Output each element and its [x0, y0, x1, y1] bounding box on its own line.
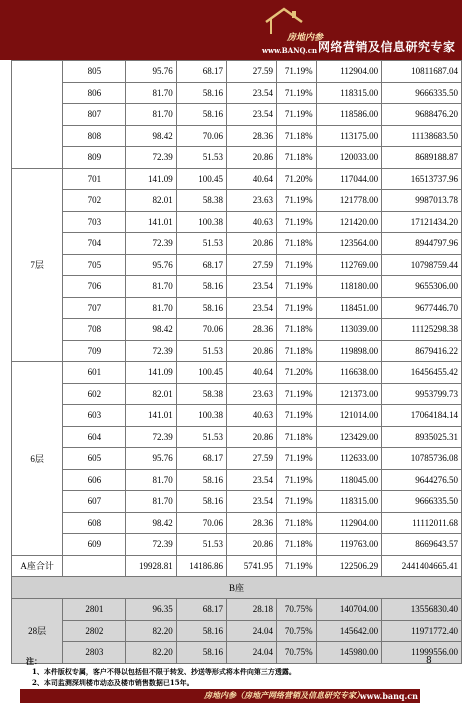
value-cell: 58.38: [176, 190, 226, 212]
value-cell: 121373.00: [316, 383, 382, 405]
value-cell: 10811687.04: [382, 61, 462, 83]
table-row: [12, 362, 462, 384]
value-cell: 100.45: [176, 168, 226, 190]
value-cell: 71.19%: [277, 254, 317, 276]
value-cell: 71.19%: [277, 82, 317, 104]
sales-table: [11, 60, 462, 664]
value-cell: 95.76: [126, 61, 176, 83]
value-cell: 71.18%: [277, 512, 317, 534]
value-cell: 9644276.50: [382, 469, 462, 491]
table-row: [12, 254, 462, 276]
value-cell: 145980.00: [316, 642, 382, 664]
value-cell: 145642.00: [316, 620, 382, 642]
value-cell: 95.76: [126, 448, 176, 470]
value-cell: 10785736.08: [382, 448, 462, 470]
value-cell: 119763.00: [316, 534, 382, 556]
value-cell: 27.59: [227, 254, 277, 276]
floor-cell: 28层: [12, 599, 63, 664]
value-cell: 24.04: [227, 620, 277, 642]
value-cell: 72.39: [126, 534, 176, 556]
unit-cell: 608: [63, 512, 126, 534]
value-cell: 116638.00: [316, 362, 382, 384]
value-cell: 140704.00: [316, 599, 382, 621]
value-cell: 98.42: [126, 512, 176, 534]
value-cell: 71.18%: [277, 147, 317, 169]
value-cell: 71.19%: [277, 104, 317, 126]
value-cell: 121014.00: [316, 405, 382, 427]
value-cell: 123564.00: [316, 233, 382, 255]
value-cell: 71.19%: [277, 491, 317, 513]
value-cell: 72.39: [126, 426, 176, 448]
table-row: [12, 340, 462, 362]
unit-cell: 703: [63, 211, 126, 233]
unit-cell: 2802: [63, 620, 126, 642]
value-cell: 81.70: [126, 276, 176, 298]
unit-cell: 607: [63, 491, 126, 513]
value-cell: 68.17: [176, 254, 226, 276]
value-cell: 71.18%: [277, 534, 317, 556]
floor-cell: [12, 61, 63, 169]
value-cell: 17121434.20: [382, 211, 462, 233]
value-cell: 27.59: [227, 448, 277, 470]
unit-cell: 807: [63, 104, 126, 126]
value-cell: 113039.00: [316, 319, 382, 341]
value-cell: 72.39: [126, 147, 176, 169]
table-row: [12, 82, 462, 104]
value-cell: 23.54: [227, 469, 277, 491]
value-cell: 17064184.14: [382, 405, 462, 427]
value-cell: 51.53: [176, 426, 226, 448]
value-cell: 141.09: [126, 362, 176, 384]
value-cell: 71.19%: [277, 190, 317, 212]
value-cell: 112904.00: [316, 512, 382, 534]
unit-cell: 808: [63, 125, 126, 147]
value-cell: 11112011.68: [382, 512, 462, 534]
total-spacer: [63, 555, 126, 577]
value-cell: 58.16: [176, 82, 226, 104]
value-cell: 81.70: [126, 469, 176, 491]
value-cell: 40.63: [227, 405, 277, 427]
value-cell: 72.39: [126, 340, 176, 362]
value-cell: 141.01: [126, 405, 176, 427]
table-row: [12, 383, 462, 405]
value-cell: 71.18%: [277, 319, 317, 341]
total-value: 122506.29: [316, 555, 382, 577]
value-cell: 71.19%: [277, 405, 317, 427]
table-row: [12, 599, 462, 621]
total-label: A座合计: [12, 555, 63, 577]
value-cell: 71.19%: [277, 211, 317, 233]
value-cell: 8669643.57: [382, 534, 462, 556]
value-cell: 117044.00: [316, 168, 382, 190]
value-cell: 8935025.31: [382, 426, 462, 448]
value-cell: 24.04: [227, 642, 277, 664]
value-cell: 71.18%: [277, 125, 317, 147]
header-title: 网络营销及信息研究专家: [318, 40, 456, 54]
unit-cell: 709: [63, 340, 126, 362]
value-cell: 82.01: [126, 190, 176, 212]
value-cell: 100.38: [176, 211, 226, 233]
value-cell: 9677446.70: [382, 297, 462, 319]
value-cell: 11999556.00: [382, 642, 462, 664]
value-cell: 70.75%: [277, 599, 317, 621]
table-row: [12, 426, 462, 448]
total-value: 71.19%: [277, 555, 317, 577]
value-cell: 112769.00: [316, 254, 382, 276]
value-cell: 23.54: [227, 104, 277, 126]
value-cell: 40.64: [227, 362, 277, 384]
value-cell: 82.01: [126, 383, 176, 405]
table-row: [12, 61, 462, 83]
table-row: [12, 125, 462, 147]
value-cell: 71.19%: [277, 448, 317, 470]
unit-cell: 705: [63, 254, 126, 276]
value-cell: 40.64: [227, 168, 277, 190]
value-cell: 68.17: [176, 448, 226, 470]
value-cell: 82.20: [126, 620, 176, 642]
section-row: [12, 577, 462, 599]
value-cell: 70.06: [176, 125, 226, 147]
value-cell: 141.01: [126, 211, 176, 233]
table-row: [12, 211, 462, 233]
unit-cell: 701: [63, 168, 126, 190]
value-cell: 16456455.42: [382, 362, 462, 384]
unit-cell: 706: [63, 276, 126, 298]
note-line-2: 2、本司监测深圳楼市动态及楼市销售数据已15年。: [32, 678, 194, 687]
table-row: [12, 276, 462, 298]
unit-cell: 704: [63, 233, 126, 255]
value-cell: 58.16: [176, 469, 226, 491]
value-cell: 20.86: [227, 426, 277, 448]
table-row: [12, 319, 462, 341]
value-cell: 118586.00: [316, 104, 382, 126]
value-cell: 71.18%: [277, 233, 317, 255]
value-cell: 23.54: [227, 82, 277, 104]
section-label: B座: [12, 577, 462, 599]
table-row: [12, 297, 462, 319]
table-row: [12, 642, 462, 664]
value-cell: 58.16: [176, 104, 226, 126]
value-cell: 70.06: [176, 512, 226, 534]
value-cell: 82.20: [126, 642, 176, 664]
value-cell: 9666335.50: [382, 491, 462, 513]
value-cell: 11138683.50: [382, 125, 462, 147]
value-cell: 96.35: [126, 599, 176, 621]
value-cell: 40.63: [227, 211, 277, 233]
unit-cell: 603: [63, 405, 126, 427]
value-cell: 51.53: [176, 534, 226, 556]
value-cell: 100.45: [176, 362, 226, 384]
header-banner: [0, 0, 462, 60]
floor-cell: 7层: [12, 168, 63, 362]
value-cell: 98.42: [126, 319, 176, 341]
unit-cell: 806: [63, 82, 126, 104]
value-cell: 119898.00: [316, 340, 382, 362]
value-cell: 113175.00: [316, 125, 382, 147]
value-cell: 120033.00: [316, 147, 382, 169]
value-cell: 8679416.22: [382, 340, 462, 362]
site-url: www.BANQ.cn: [262, 46, 318, 55]
value-cell: 68.17: [176, 61, 226, 83]
value-cell: 121778.00: [316, 190, 382, 212]
value-cell: 118180.00: [316, 276, 382, 298]
value-cell: 71.19%: [277, 469, 317, 491]
value-cell: 23.54: [227, 276, 277, 298]
value-cell: 70.75%: [277, 620, 317, 642]
value-cell: 81.70: [126, 82, 176, 104]
value-cell: 98.42: [126, 125, 176, 147]
value-cell: 141.09: [126, 168, 176, 190]
value-cell: 112904.00: [316, 61, 382, 83]
brand-name: 房地内参: [287, 33, 324, 43]
notes-label: 注：: [26, 656, 42, 666]
value-cell: 71.18%: [277, 340, 317, 362]
value-cell: 20.86: [227, 534, 277, 556]
total-value: 5741.95: [227, 555, 277, 577]
value-cell: 118315.00: [316, 491, 382, 513]
value-cell: 28.36: [227, 512, 277, 534]
value-cell: 71.19%: [277, 61, 317, 83]
total-value: 14186.86: [176, 555, 226, 577]
value-cell: 28.36: [227, 125, 277, 147]
value-cell: 10798759.44: [382, 254, 462, 276]
value-cell: 51.53: [176, 233, 226, 255]
value-cell: 71.18%: [277, 426, 317, 448]
table-row: [12, 104, 462, 126]
value-cell: 95.76: [126, 254, 176, 276]
value-cell: 72.39: [126, 233, 176, 255]
value-cell: 70.06: [176, 319, 226, 341]
value-cell: 118451.00: [316, 297, 382, 319]
value-cell: 58.16: [176, 276, 226, 298]
unit-cell: 604: [63, 426, 126, 448]
value-cell: 8689188.87: [382, 147, 462, 169]
value-cell: 71.19%: [277, 276, 317, 298]
table-row: [12, 147, 462, 169]
value-cell: 27.59: [227, 61, 277, 83]
value-cell: 81.70: [126, 297, 176, 319]
value-cell: 118315.00: [316, 82, 382, 104]
value-cell: 23.54: [227, 491, 277, 513]
value-cell: 123429.00: [316, 426, 382, 448]
floor-cell: 6层: [12, 362, 63, 556]
value-cell: 8944797.96: [382, 233, 462, 255]
unit-cell: 708: [63, 319, 126, 341]
value-cell: 58.16: [176, 491, 226, 513]
value-cell: 9666335.50: [382, 82, 462, 104]
value-cell: 81.70: [126, 104, 176, 126]
value-cell: 9953799.73: [382, 383, 462, 405]
footer-url: www.banq.cn: [359, 691, 418, 701]
table-row: [12, 491, 462, 513]
value-cell: 9655306.00: [382, 276, 462, 298]
value-cell: 70.75%: [277, 642, 317, 664]
value-cell: 20.86: [227, 340, 277, 362]
value-cell: 13556830.40: [382, 599, 462, 621]
value-cell: 11971772.40: [382, 620, 462, 642]
value-cell: 28.36: [227, 319, 277, 341]
table-row: [12, 168, 462, 190]
value-cell: 58.38: [176, 383, 226, 405]
value-cell: 20.86: [227, 147, 277, 169]
total-value: 19928.81: [126, 555, 176, 577]
unit-cell: 601: [63, 362, 126, 384]
unit-cell: 606: [63, 469, 126, 491]
table-row: [12, 190, 462, 212]
table-row: [12, 233, 462, 255]
total-value: 2441404665.41: [382, 555, 462, 577]
value-cell: 23.63: [227, 383, 277, 405]
footer-bar: [20, 689, 420, 703]
value-cell: 58.16: [176, 642, 226, 664]
table-row: [12, 448, 462, 470]
unit-cell: 602: [63, 383, 126, 405]
value-cell: 9987013.78: [382, 190, 462, 212]
value-cell: 51.53: [176, 147, 226, 169]
value-cell: 118045.00: [316, 469, 382, 491]
page-number: 8: [426, 656, 432, 666]
value-cell: 71.20%: [277, 362, 317, 384]
value-cell: 11125298.38: [382, 319, 462, 341]
table-row: [12, 512, 462, 534]
unit-cell: 605: [63, 448, 126, 470]
value-cell: 58.16: [176, 620, 226, 642]
value-cell: 68.17: [176, 599, 226, 621]
value-cell: 23.63: [227, 190, 277, 212]
value-cell: 51.53: [176, 340, 226, 362]
unit-cell: 609: [63, 534, 126, 556]
value-cell: 71.19%: [277, 383, 317, 405]
table-row: [12, 534, 462, 556]
value-cell: 71.19%: [277, 297, 317, 319]
table-row: [12, 620, 462, 642]
value-cell: 9688476.20: [382, 104, 462, 126]
value-cell: 28.18: [227, 599, 277, 621]
footer-text: 房地内参（房地产网络营销及信息研究专家）: [204, 690, 364, 700]
table-row: [12, 405, 462, 427]
unit-cell: 2801: [63, 599, 126, 621]
value-cell: 112633.00: [316, 448, 382, 470]
unit-cell: 809: [63, 147, 126, 169]
unit-cell: 707: [63, 297, 126, 319]
value-cell: 16513737.96: [382, 168, 462, 190]
note-line-1: 1、本件版权专属，客户不得以包括但不限于转发、抄送等形式将本件向第三方透露。: [32, 667, 296, 676]
value-cell: 121420.00: [316, 211, 382, 233]
unit-cell: 805: [63, 61, 126, 83]
value-cell: 20.86: [227, 233, 277, 255]
value-cell: 58.16: [176, 297, 226, 319]
value-cell: 71.20%: [277, 168, 317, 190]
value-cell: 100.38: [176, 405, 226, 427]
value-cell: 81.70: [126, 491, 176, 513]
unit-cell: 702: [63, 190, 126, 212]
total-row: [12, 555, 462, 577]
unit-cell: 2803: [63, 642, 126, 664]
value-cell: 23.54: [227, 297, 277, 319]
table-row: [12, 469, 462, 491]
